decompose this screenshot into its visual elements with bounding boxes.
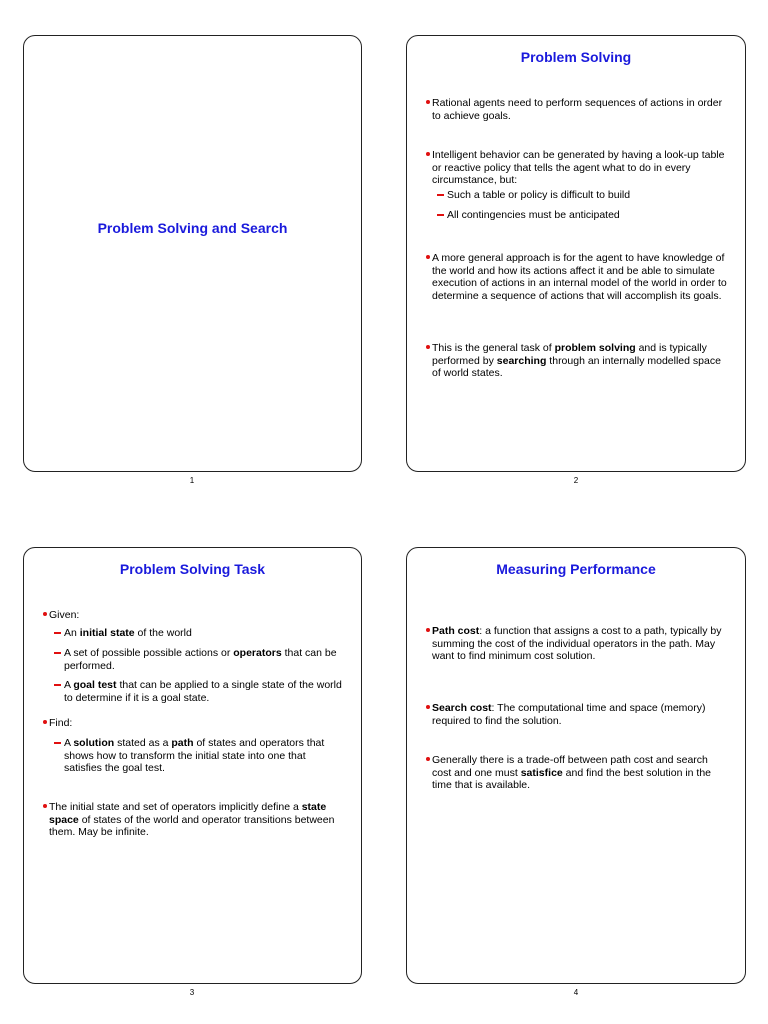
bullet-item xyxy=(24,609,361,622)
text-run: A xyxy=(64,679,74,691)
sub-bullet-item xyxy=(24,737,361,775)
bold-term: searching xyxy=(496,354,547,367)
slide-3 xyxy=(23,547,362,984)
page-number-4: 4 xyxy=(573,988,579,997)
slide-4 xyxy=(406,547,746,984)
text-run: Generally there is a trade-off between path cost and search cost and one must xyxy=(432,754,708,779)
bold-term: initial state xyxy=(79,627,135,639)
text-run: : The computational time and space (memory) required to find the solution. xyxy=(432,702,706,727)
slide-title: Problem Solving and Search xyxy=(97,220,288,236)
bullet-item xyxy=(407,149,745,187)
text-run: A more general approach is for the agent to have knowledge of the world and how its actions affect it and be able to simulate execution of actions in an internal model of the world in order to determine a sequence of actions that will accomplish its goals. xyxy=(432,252,727,302)
bold-term: state space xyxy=(49,801,327,826)
text-run: that can be applied to a single state of the world to determine if it is a goal state. xyxy=(64,679,342,704)
bullet-item xyxy=(407,702,745,727)
text-run: and is typically performed by xyxy=(432,342,707,367)
bold-term: solution xyxy=(73,737,115,749)
page-number-3: 3 xyxy=(189,988,195,997)
text-run: Intelligent behavior can be generated by having a look-up table or reactive policy that tells the agent what to do in every circumstance, but: xyxy=(432,149,725,187)
text-run: Such a table or policy is difficult to build xyxy=(447,189,631,201)
bold-term: Search cost xyxy=(432,702,492,714)
text-run: A set of possible possible actions or xyxy=(64,647,234,659)
bullet-item xyxy=(407,342,745,380)
text-run: Find: xyxy=(49,717,73,729)
text-run: of states and operators that shows how to transform the initial state into one that satisfies the goal test. xyxy=(64,737,325,775)
sub-bullet-item xyxy=(24,647,361,672)
bullet-item xyxy=(407,97,745,122)
page-number-2: 2 xyxy=(573,476,579,485)
sub-bullet-item xyxy=(24,679,361,704)
text-run: stated as a xyxy=(114,737,172,749)
bullet-item xyxy=(24,801,361,839)
slide-2 xyxy=(406,35,746,472)
bold-term: operators xyxy=(233,647,282,659)
text-run: through an internally modelled space of world states. xyxy=(432,354,721,380)
bullet-item xyxy=(407,625,745,663)
text-run: Given: xyxy=(49,609,80,621)
text-run: : a function that assigns a cost to a path, typically by summing the cost of the individual operators in the path. May want to find minimum cost solution. xyxy=(432,625,722,663)
text-run: of states of the world and operator transitions between them. May be infinite. xyxy=(49,813,335,839)
text-run: that can be performed. xyxy=(64,647,337,672)
bold-term: Path cost xyxy=(432,625,480,637)
text-run: A xyxy=(64,737,74,749)
slide-title: Problem Solving Task xyxy=(119,561,266,577)
bullet-item xyxy=(407,754,745,792)
page-number-1: 1 xyxy=(189,476,195,485)
slide-title: Measuring Performance xyxy=(496,561,656,577)
bold-term: satisfice xyxy=(520,766,563,779)
text-run: of the world xyxy=(134,627,192,639)
text-run: and find the best solution in the time that is available. xyxy=(432,766,712,792)
slide-1 xyxy=(23,35,362,472)
sub-bullet-item xyxy=(407,189,745,202)
slide-title: Problem Solving xyxy=(520,49,632,65)
text-run: The initial state and set of operators implicitly define a xyxy=(49,801,302,813)
sub-bullet-item xyxy=(24,627,361,640)
bullet-item xyxy=(407,252,745,302)
bold-term: goal test xyxy=(73,679,117,691)
text-run: All contingencies must be anticipated xyxy=(447,209,620,221)
sub-bullet-item xyxy=(407,209,745,222)
bullet-item xyxy=(24,717,361,730)
text-run: This is the general task of xyxy=(432,342,555,354)
bold-term: problem solving xyxy=(554,342,636,354)
bold-term: path xyxy=(171,737,194,749)
text-run: An xyxy=(64,627,80,639)
text-run: Rational agents need to perform sequences of actions in order to achieve goals. xyxy=(432,97,723,122)
